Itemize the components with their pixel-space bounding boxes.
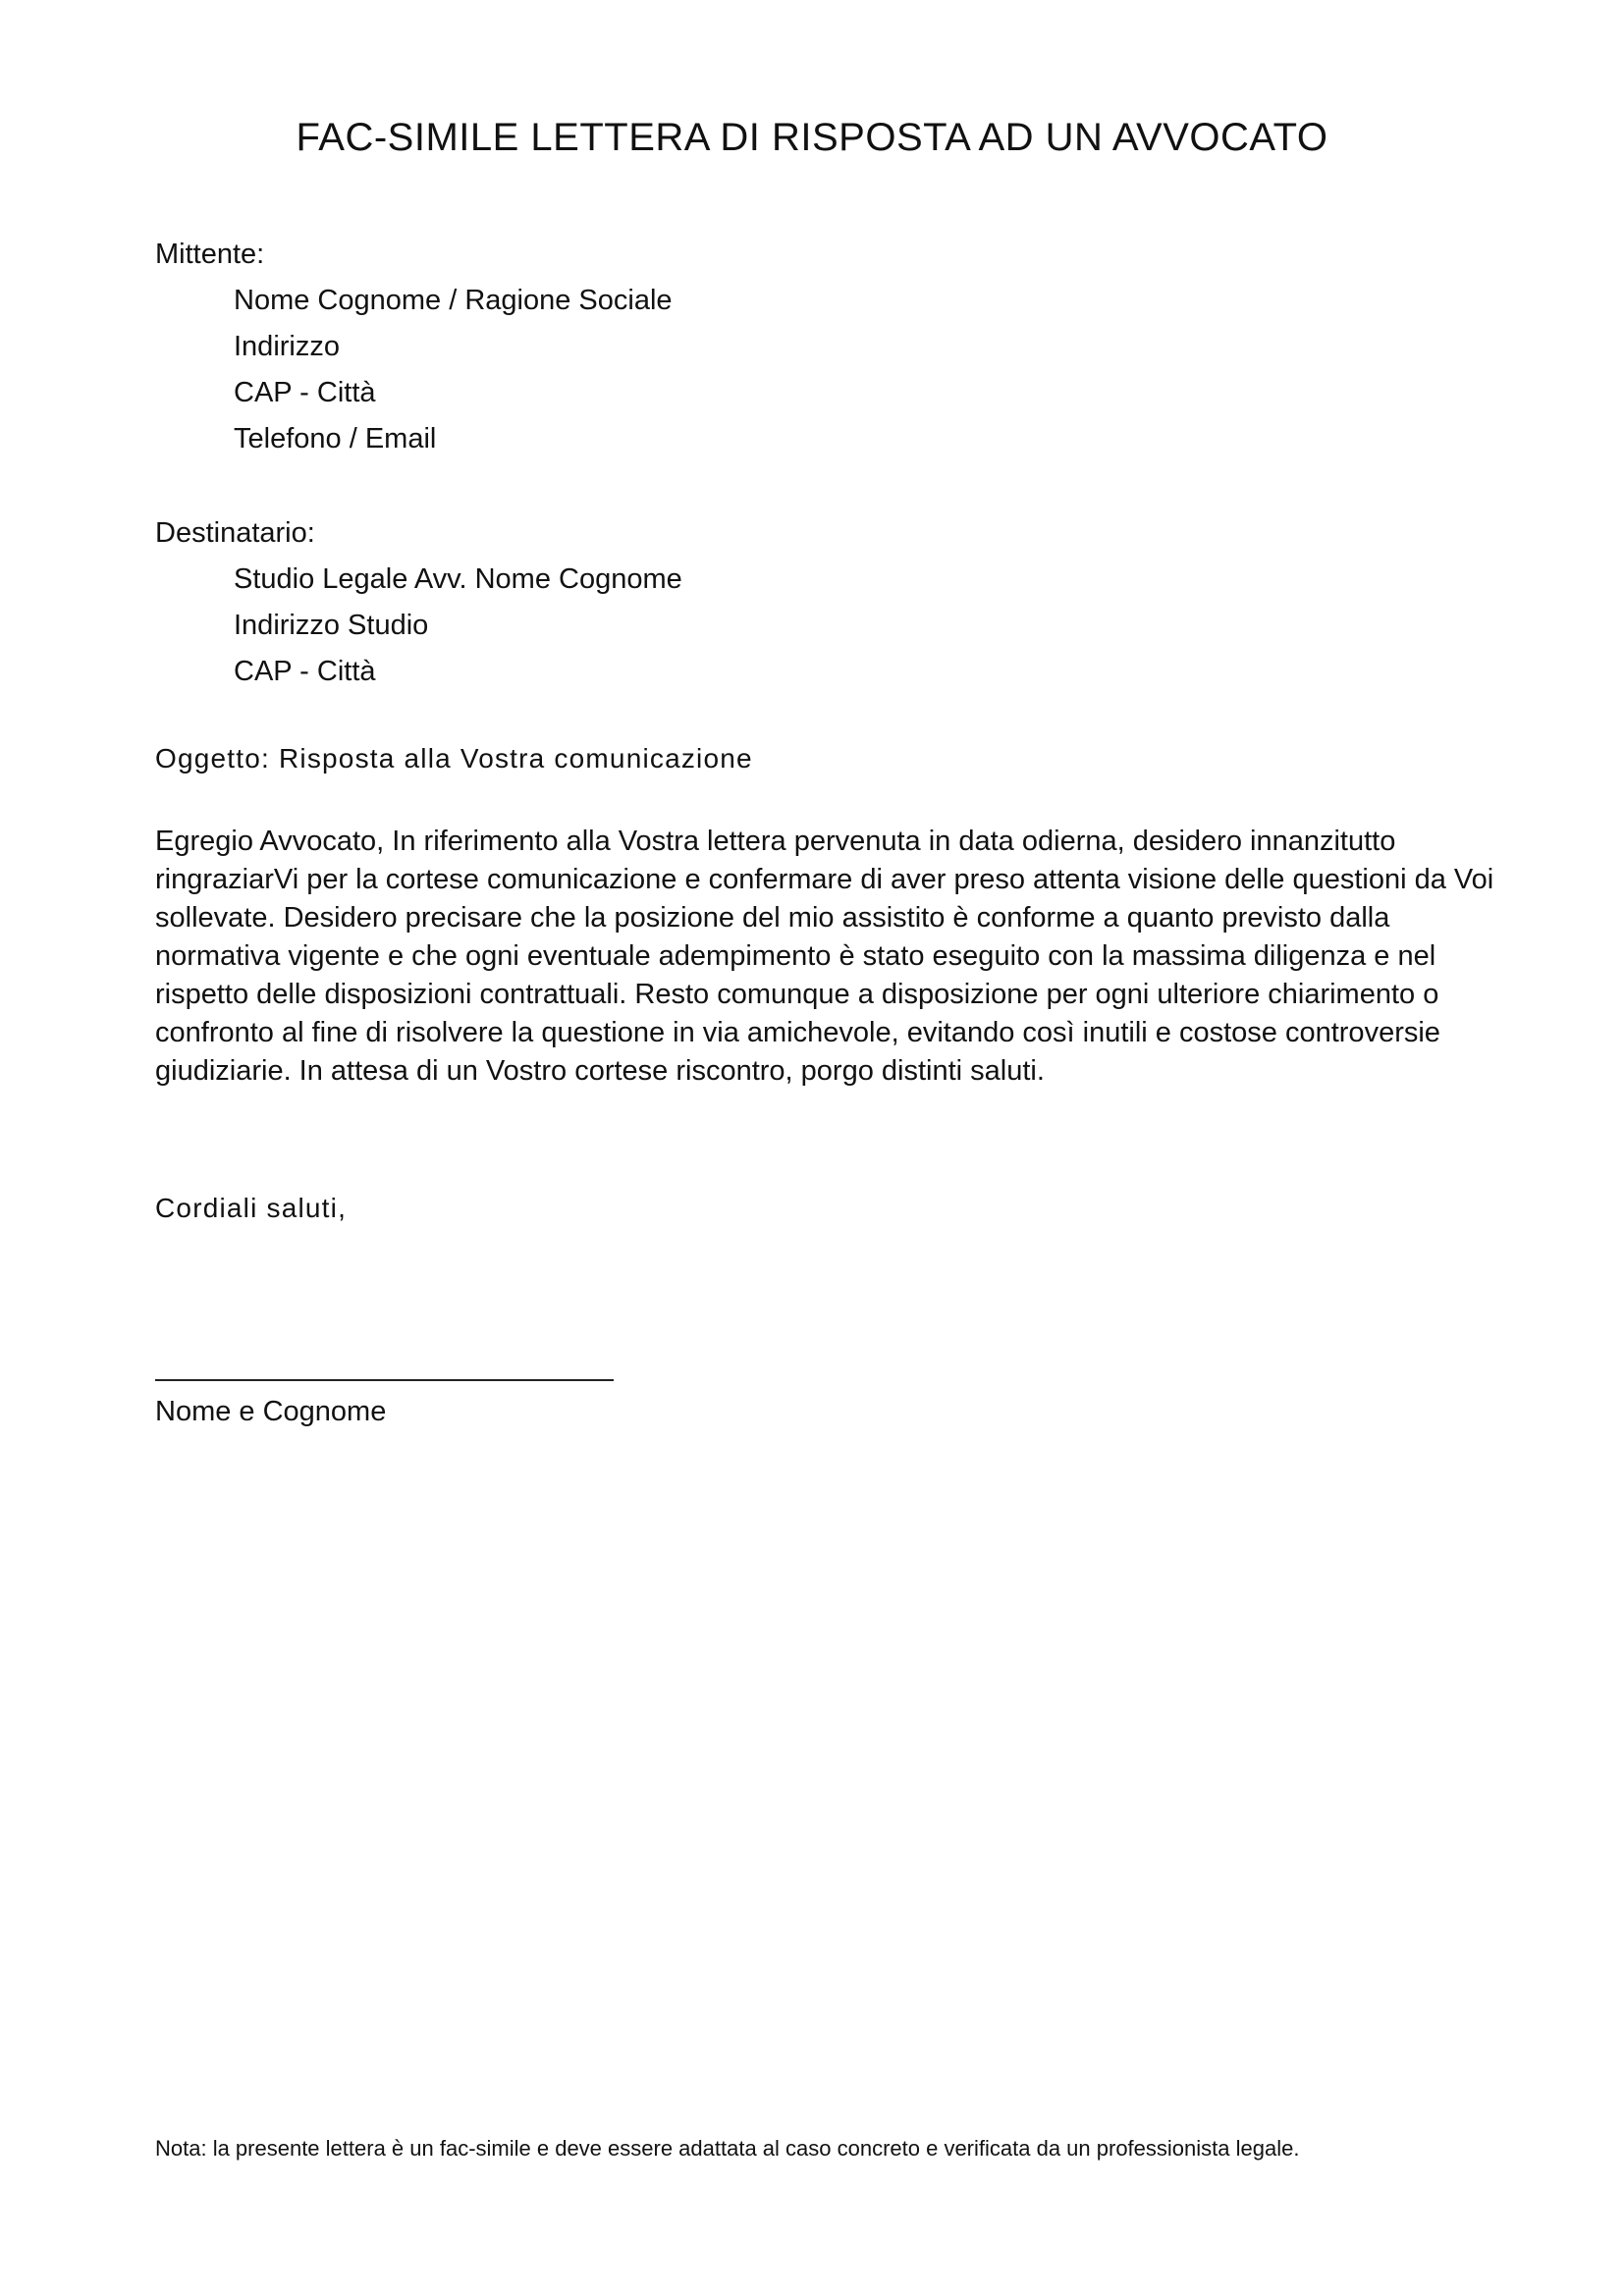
closing-salutation: Cordiali saluti, xyxy=(155,1193,348,1223)
document-title: FAC-SIMILE LETTERA DI RISPOSTA AD UN AVVOCATO xyxy=(296,116,1328,159)
recipient-city: CAP - Città xyxy=(234,656,376,687)
signature-line xyxy=(155,1379,614,1381)
signature-name: Nome e Cognome xyxy=(155,1396,387,1427)
sender-block xyxy=(155,232,673,462)
sender-label: Mittente: xyxy=(155,239,265,270)
recipient-block xyxy=(155,510,682,695)
recipient-address: Indirizzo Studio xyxy=(234,610,429,641)
sender-contact: Telefono / Email xyxy=(234,423,437,454)
footer-note: Nota: la presente lettera è un fac-simile e deve essere adattata al caso concreto e verificata da un professionista legale. xyxy=(155,2136,1300,2161)
recipient-label: Destinatario: xyxy=(155,517,315,549)
letter-body: Egregio Avvocato, In riferimento alla Vostra lettera pervenuta in data odierna, desidero innanzitutto ringraziarVi per la cortese comunicazione e confermare di aver preso attenta visione delle questioni da Voi sollevate. Desidero precisare che la posizione del mio assistito è conforme a quanto previsto dalla normativa vigente e che ogni eventuale adempimento è stato eseguito con la massima diligenza e nel rispetto delle disposizioni contrattuali. Resto comunque a disposizione per ogni ulteriore chiarimento o confronto al fine di risolvere la questione in via amichevole, evitando così inutili e costose controversie giudiziarie. In attesa di un Vostro cortese riscontro, porgo distinti saluti. xyxy=(155,826,1494,1087)
sender-city: CAP - Città xyxy=(234,377,376,408)
recipient-name: Studio Legale Avv. Nome Cognome xyxy=(234,563,682,595)
subject-line: Oggetto: Risposta alla Vostra comunicazione xyxy=(155,743,753,774)
sender-name: Nome Cognome / Ragione Sociale xyxy=(234,285,673,316)
sender-address: Indirizzo xyxy=(234,331,340,362)
